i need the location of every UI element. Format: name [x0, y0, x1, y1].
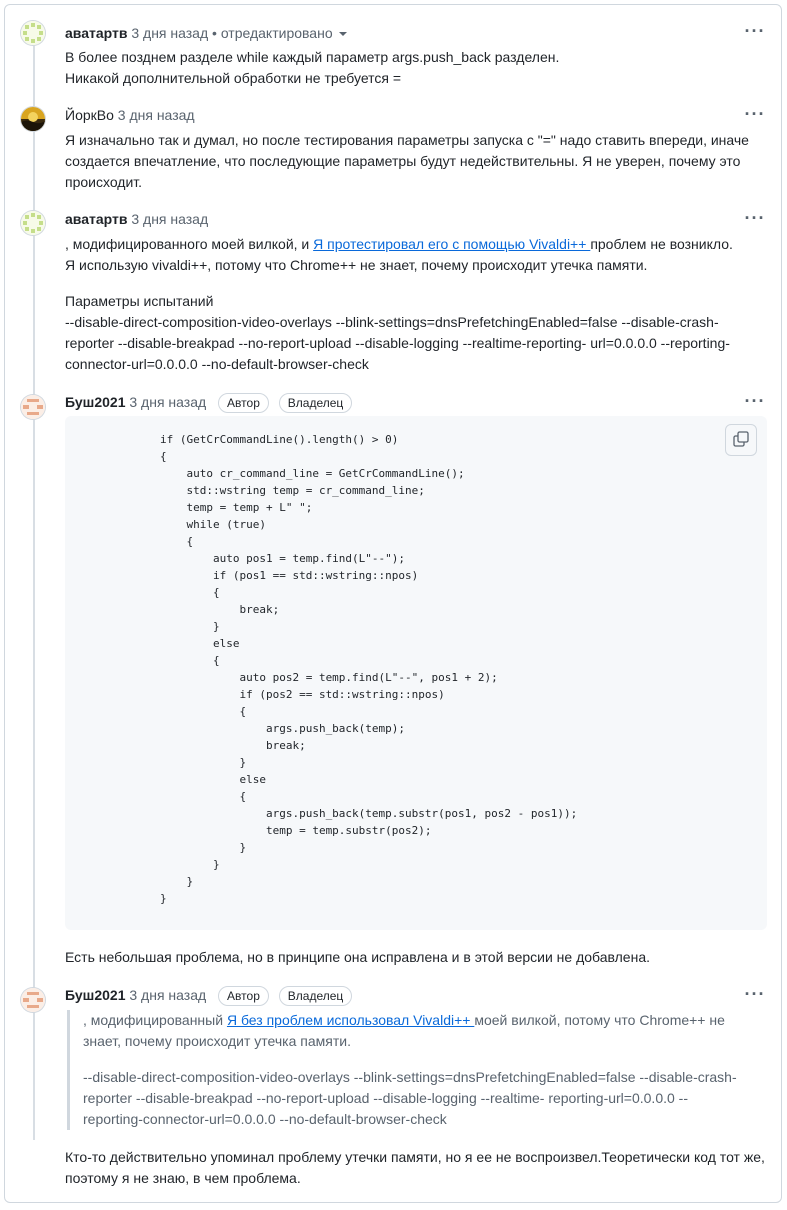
- blockquote: [67, 1010, 767, 1130]
- body-line: В более позднем разделе while каждый параметр args.push_back разделен.: [65, 49, 560, 65]
- timestamp[interactable]: 3 дня назад: [129, 987, 207, 1003]
- timestamp[interactable]: 3 дня назад: [129, 394, 207, 410]
- comment-header: [65, 104, 195, 126]
- author-name[interactable]: аватартв: [65, 211, 128, 227]
- stripes-avatar-icon[interactable]: [21, 988, 45, 1012]
- timestamp[interactable]: 3 дня назад: [131, 25, 209, 41]
- author-badge: Автор: [218, 393, 269, 413]
- kebab-horizontal-icon[interactable]: ···: [744, 104, 766, 124]
- kebab-horizontal-icon[interactable]: ···: [744, 984, 766, 1004]
- author-badge: Автор: [218, 986, 269, 1006]
- copy-button[interactable]: [725, 424, 757, 456]
- timeline-line: [33, 40, 35, 1140]
- body-line: [65, 234, 765, 255]
- params-line: reporter --disable-breakpad --no-report-upload --disable-logging --realtime-reporting- url=0.0.0.0 --reporting-: [65, 335, 730, 351]
- quote-text: моей вилкой, потому что Chrome++ не: [474, 1012, 725, 1028]
- body-text: проблем не возникло.: [590, 236, 733, 252]
- identicon-avatar-icon[interactable]: [21, 21, 45, 45]
- author-name[interactable]: Буш2021: [65, 987, 126, 1003]
- photo-avatar-icon[interactable]: [21, 107, 45, 131]
- stripes-avatar-icon[interactable]: [21, 395, 45, 419]
- kebab-horizontal-icon[interactable]: ···: [744, 208, 766, 228]
- comment-body: [65, 130, 765, 193]
- timestamp[interactable]: 3 дня назад: [117, 107, 195, 123]
- body-line: Есть небольшая проблема, но в принципе она исправлена и в этой версии не добавлена.: [65, 949, 650, 965]
- body-line: поэтому я не знаю, в чем проблема.: [65, 1170, 301, 1186]
- kebab-horizontal-icon[interactable]: ···: [744, 21, 766, 41]
- edited-indicator[interactable]: • отредактировано: [212, 25, 333, 41]
- comment-header: [65, 208, 208, 230]
- triangle-down-icon[interactable]: [339, 32, 347, 36]
- body-line: Никакой дополнительной обработки не требуется =: [65, 70, 402, 86]
- comment-body: [65, 234, 765, 375]
- quote-params-line: reporter --disable-breakpad --no-report-upload --disable-logging --realtime- reporting-url=0.0.0.0 --: [83, 1090, 688, 1106]
- body-line: Я использую vivaldi++, потому что Chrome++ не знает, почему происходит утечка памяти.: [65, 257, 648, 273]
- quote-params-line: reporting-connector-url=0.0.0.0 --no-default-browser-check: [83, 1111, 447, 1127]
- kebab-horizontal-icon[interactable]: ···: [744, 391, 766, 411]
- params-line: --disable-direct-composition-video-overlays --blink-settings=dnsPrefetchingEnabled=false --disable-crash-: [65, 314, 719, 330]
- owner-badge: Владелец: [279, 393, 353, 413]
- comment-header: [65, 391, 352, 413]
- author-name[interactable]: Буш2021: [65, 394, 126, 410]
- body-line: Я изначально так и думал, но после тестирования параметры запуска с "=" надо ставить впереди, иначе: [65, 132, 749, 148]
- vivaldi-link[interactable]: Я протестировал его с помощью Vivaldi++: [313, 236, 591, 252]
- quote-text: , модифицированный: [83, 1012, 227, 1028]
- comment-body: [65, 947, 765, 968]
- body-line: происходит.: [65, 174, 143, 190]
- body-line: Кто-то действительно упоминал проблему утечки памяти, но я ее не воспроизвел.Теоретически код тот же,: [65, 1149, 765, 1165]
- vivaldi-link[interactable]: Я без проблем использовал Vivaldi++: [226, 1012, 475, 1028]
- body-text: , модифицированного моей вилкой, и: [65, 236, 314, 252]
- code-content: if (GetCrCommandLine().length() > 0) { auto cr_command_line = GetCrCommandLine(); std::wstring temp = cr_command_line; temp = temp + L" "; while (true) { auto pos1 = temp.find(L"--"); if (pos1 == std::wstring::npos) { break; } else { auto pos2 = temp.find(L"--", pos1 + 2); if (pos2 == std::wstring::npos) { args.push_back(temp); break; } else { args.push_back(temp.substr(pos1, pos2 - pos1)); temp = temp.substr(pos2); } } } }: [160, 433, 578, 905]
- copy-icon: [726, 425, 756, 455]
- quote-line: [83, 1010, 767, 1031]
- comment-header: [65, 984, 352, 1006]
- code-block: [65, 416, 767, 930]
- comment-body: [65, 1147, 765, 1189]
- body-line: создается впечатление, что последующие параметры будут недействительны. Я не уверен, почему это: [65, 153, 741, 169]
- author-name[interactable]: ЙоркВо: [65, 107, 114, 123]
- author-name[interactable]: аватартв: [65, 25, 128, 41]
- comment-header: [65, 22, 347, 44]
- quote-line: знает, почему происходит утечка памяти.: [83, 1033, 351, 1049]
- identicon-avatar-icon[interactable]: [21, 211, 45, 235]
- comment-body: [65, 47, 765, 89]
- params-title: Параметры испытаний: [65, 293, 214, 309]
- quote-params-line: --disable-direct-composition-video-overlays --blink-settings=dnsPrefetchingEnabled=false --disable-crash-: [83, 1069, 737, 1085]
- params-line: connector-url=0.0.0.0 --no-default-browser-check: [65, 356, 369, 372]
- timestamp[interactable]: 3 дня назад: [131, 211, 209, 227]
- owner-badge: Владелец: [279, 986, 353, 1006]
